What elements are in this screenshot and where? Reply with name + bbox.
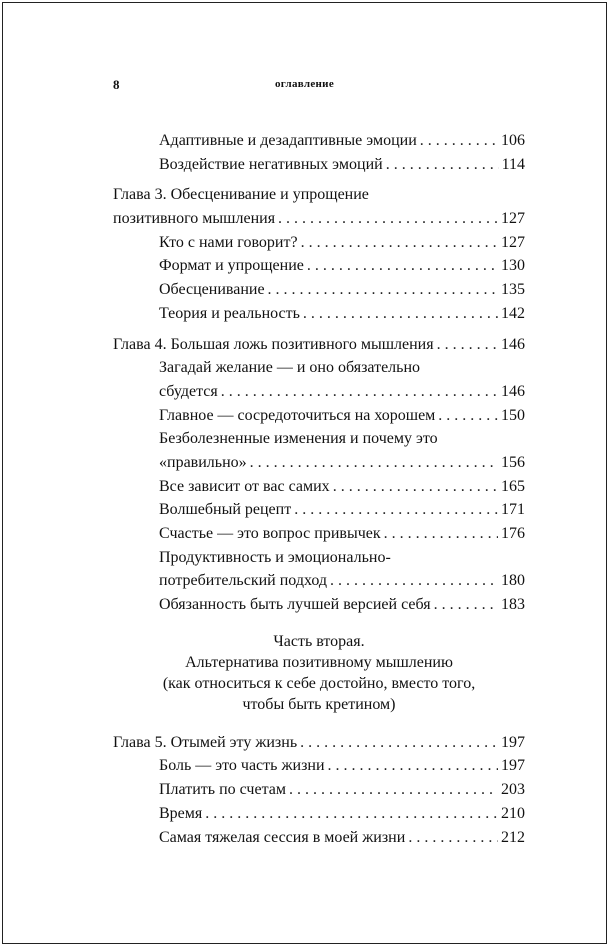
toc-entry-page: 156 (501, 453, 525, 471)
chapter-page: 146 (501, 335, 525, 353)
toc-entry-title: Продуктивность и эмоционально- (159, 548, 391, 566)
toc-entry (113, 498, 525, 522)
toc-entry (113, 129, 525, 153)
chapter-title: позитивного мышления (113, 210, 276, 228)
toc-entry-title: потребительский подход (159, 572, 328, 590)
toc-entry-title: Волшебный рецепт (159, 501, 292, 519)
toc-entry-page: 130 (501, 257, 525, 275)
chapter-4-title (113, 333, 525, 357)
toc-entry (113, 475, 525, 499)
toc-entry-page: 114 (501, 155, 525, 173)
toc-entry-title: Обесценивание (159, 281, 265, 299)
toc-entry (113, 754, 525, 778)
toc-entry-title: сбудется (159, 382, 218, 400)
chapter-title: Глава 5. Отымей эту жизнь (113, 733, 298, 751)
chapter-5-title (113, 731, 525, 755)
dot-leader (294, 498, 498, 522)
dot-leader (221, 380, 498, 404)
toc-entry-page: 106 (501, 132, 525, 149)
dot-leader (420, 129, 498, 153)
toc-entry-title: Боль — это часть жизни (159, 757, 325, 775)
toc-entry-page: 127 (501, 233, 525, 251)
toc-entry-title: Обязанность быть лучшей версией себя (159, 596, 431, 614)
running-header: оглавление (274, 78, 334, 90)
toc-entry (113, 278, 525, 302)
toc-entry (113, 231, 525, 255)
toc-entry-page: 183 (501, 596, 525, 614)
toc-entry (113, 593, 525, 617)
page-number: 8 (113, 77, 120, 92)
dot-leader (437, 333, 498, 357)
toc-entry (113, 404, 525, 428)
toc-entry (113, 802, 525, 826)
dot-leader (408, 826, 498, 850)
chapter-title: Глава 4. Большая ложь позитивного мышления (113, 335, 434, 353)
dot-leader (278, 207, 498, 231)
toc-entry-page: 180 (501, 572, 525, 590)
toc-entry-page: 150 (501, 406, 525, 424)
table-of-contents (113, 129, 525, 849)
toc-entry-page: 203 (501, 781, 525, 799)
chapter-page: 197 (501, 733, 525, 751)
toc-entry-line1 (113, 546, 525, 570)
dot-leader (289, 778, 498, 802)
part-two-heading (113, 631, 525, 715)
toc-entry (113, 254, 525, 278)
dot-leader (301, 231, 498, 255)
toc-entry-title: Безболезненные изменения и почему это (159, 430, 438, 448)
toc-entry-line1 (113, 427, 525, 451)
toc-entry-title: Адаптивные и дезадаптивные эмоции (159, 132, 417, 149)
toc-entry (113, 778, 525, 802)
toc-entry-title: Воздействие негативных эмоций (159, 155, 383, 173)
dot-leader (434, 593, 498, 617)
toc-entry-page: 165 (501, 477, 525, 495)
dot-leader (386, 153, 499, 177)
dot-leader (307, 254, 498, 278)
toc-entry (113, 380, 525, 404)
toc-entry-page: 212 (501, 828, 525, 846)
dot-leader (384, 522, 498, 546)
toc-entry-page: 210 (501, 804, 525, 822)
toc-entry-title: Кто с нами говорит? (159, 233, 298, 251)
toc-entry (113, 826, 525, 850)
chapter-title: Глава 3. Обесценивание и упрощение (113, 186, 369, 204)
dot-leader (438, 404, 498, 428)
chapter-page: 127 (501, 210, 525, 228)
toc-entry-page: 135 (501, 281, 525, 299)
toc-entry (113, 451, 525, 475)
toc-entry (113, 522, 525, 546)
part-title-line: Альтернатива позитивному мышлению (185, 653, 453, 671)
chapter-3-title-line1 (113, 183, 525, 207)
toc-entry-title: Формат и упрощение (159, 257, 304, 275)
toc-entry-page: 142 (501, 304, 525, 322)
toc-entry-line1 (113, 356, 525, 380)
chapter-3-title-line2 (113, 207, 525, 231)
part-subtitle-line: чтобы быть кретином) (242, 695, 396, 713)
book-page (2, 2, 607, 944)
toc-entry-title: Время (159, 804, 203, 822)
dot-leader (205, 802, 498, 826)
toc-entry (113, 569, 525, 593)
dot-leader (330, 569, 498, 593)
toc-entry-title: Счастье — это вопрос привычек (159, 525, 381, 542)
toc-entry-title: Загадай желание — и оно обязательно (159, 359, 421, 377)
dot-leader (268, 278, 498, 302)
toc-entry (113, 153, 525, 177)
toc-entry-title: Платить по счетам (159, 781, 286, 799)
dot-leader (333, 475, 498, 499)
dot-leader (300, 731, 498, 755)
toc-entry-page: 146 (501, 382, 525, 400)
toc-entry-title: Теория и реальность (159, 304, 300, 322)
toc-entry-title: Самая тяжелая сессия в моей жизни (159, 828, 406, 846)
part-title-line: Часть вторая. (273, 632, 365, 650)
toc-entry-page: 197 (501, 757, 525, 775)
toc-entry-title: «правильно» (159, 453, 247, 471)
toc-entry-page: 176 (501, 525, 525, 542)
toc-entry (113, 302, 525, 326)
dot-leader (250, 451, 498, 475)
dot-leader (303, 302, 498, 326)
toc-entry-page: 171 (501, 501, 525, 519)
dot-leader (328, 754, 498, 778)
part-subtitle-line: (как относиться к себе достойно, вместо того, (162, 674, 476, 692)
toc-entry-title: Все зависит от вас самих (159, 477, 330, 495)
toc-entry-title: Главное — сосредоточиться на хорошем (159, 406, 436, 424)
